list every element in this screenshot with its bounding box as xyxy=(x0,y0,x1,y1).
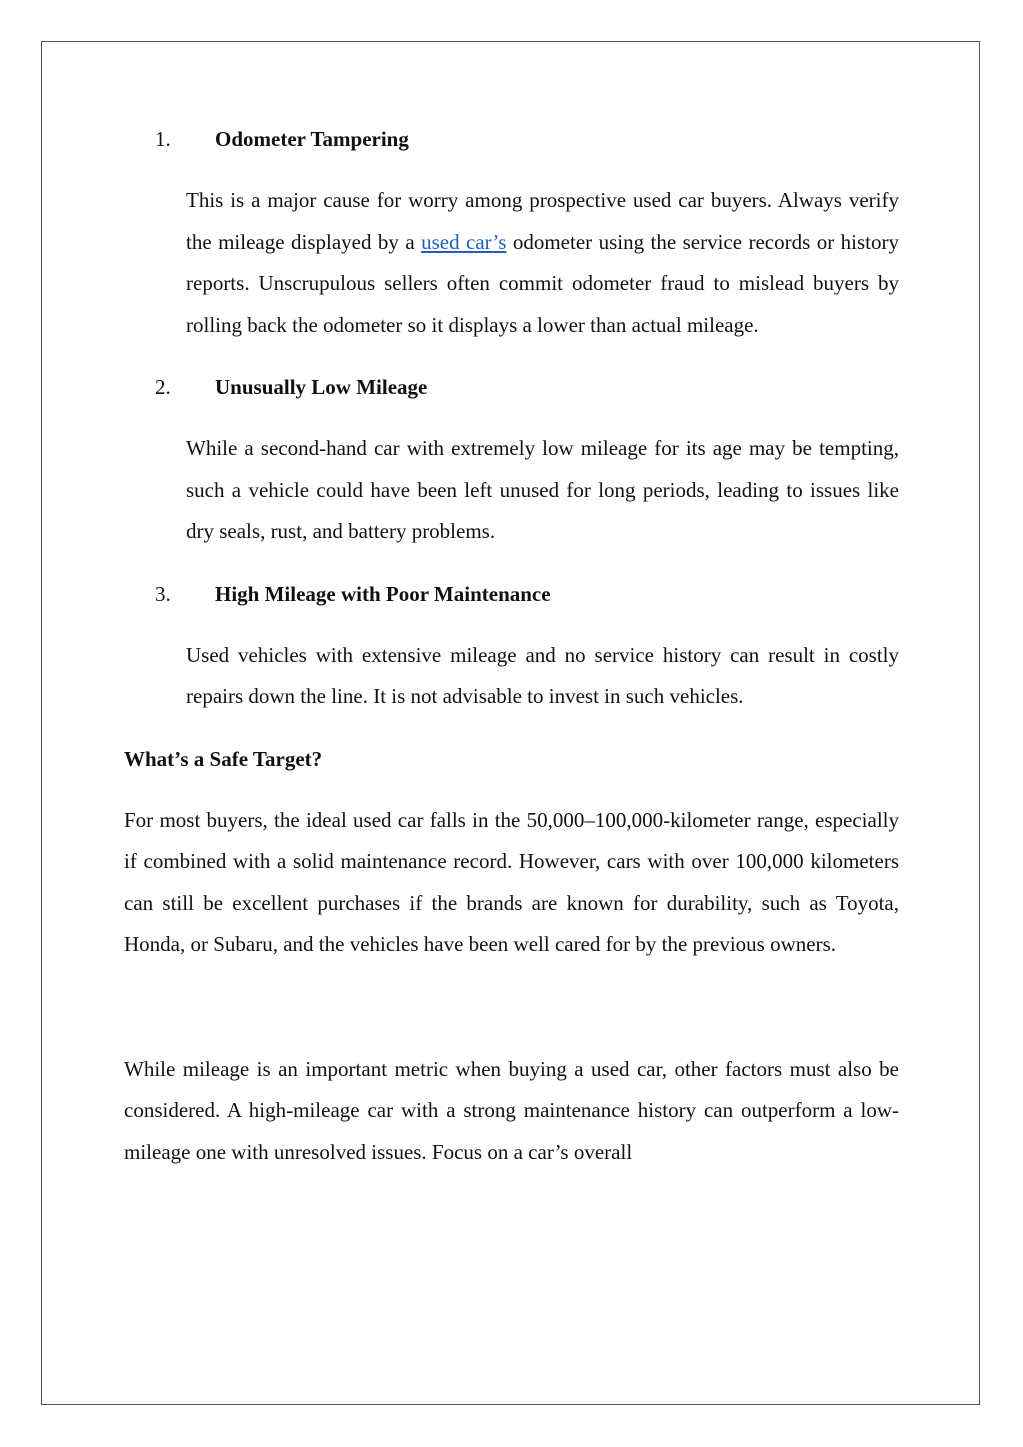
list-item-number: 1. xyxy=(155,127,171,151)
list-item-title: Unusually Low Mileage xyxy=(215,375,428,399)
paragraph-text-after-link: odometer using the service records or history reports. Unscrupulous sellers often commit odometer fraud to mislead buyers by rolling back the odometer so it displays a lower than actual mileage. xyxy=(186,229,899,337)
list-item-heading-low-mileage xyxy=(124,367,899,407)
used-cars-link[interactable]: used car’s xyxy=(421,229,507,254)
list-item-heading-odometer-tampering xyxy=(124,119,899,159)
blank-line xyxy=(124,966,899,1028)
section-heading-safe-target: What’s a Safe Target? xyxy=(124,746,323,771)
list-item-number: 2. xyxy=(155,375,171,399)
paragraph-text-before-link: This is a major cause for worry among prospective used car buyers. Always verify the mileage displayed by a xyxy=(186,188,899,254)
list-item-paragraph-odometer-tampering xyxy=(186,180,899,346)
section-paragraph-safe-target: For most buyers, the ideal used car falls in the 50,000–100,000-kilometer range, especially if combined with a solid maintenance record. However, cars with over 100,000 kilometers can still be excellent purchases if the brands are known for durability, such as Toyota, Honda, or Subaru, and the vehicles have been well cared for by the previous owners. xyxy=(124,807,899,956)
list-item-number: 3. xyxy=(155,581,171,606)
document-body xyxy=(124,119,899,1173)
list-item-paragraph-low-mileage: While a second-hand car with extremely low mileage for its age may be tempting, such a vehicle could have been left unused for long periods, leading to issues like dry seals, rust, and battery problems. xyxy=(186,436,899,543)
closing-paragraph: While mileage is an important metric when buying a used car, other factors must also be considered. A high-mileage car with a strong maintenance history can outperform a low-mileage one with unresolved issues. Focus on a car’s overall xyxy=(124,1056,899,1164)
list-item-paragraph-high-mileage: Used vehicles with extensive mileage and no service history can result in costly repairs down the line. It is not advisable to invest in such vehicles. xyxy=(186,642,899,708)
list-item-heading-high-mileage xyxy=(124,574,899,614)
list-item-title: High Mileage with Poor Maintenance xyxy=(215,581,551,606)
list-item-title: Odometer Tampering xyxy=(215,127,409,151)
